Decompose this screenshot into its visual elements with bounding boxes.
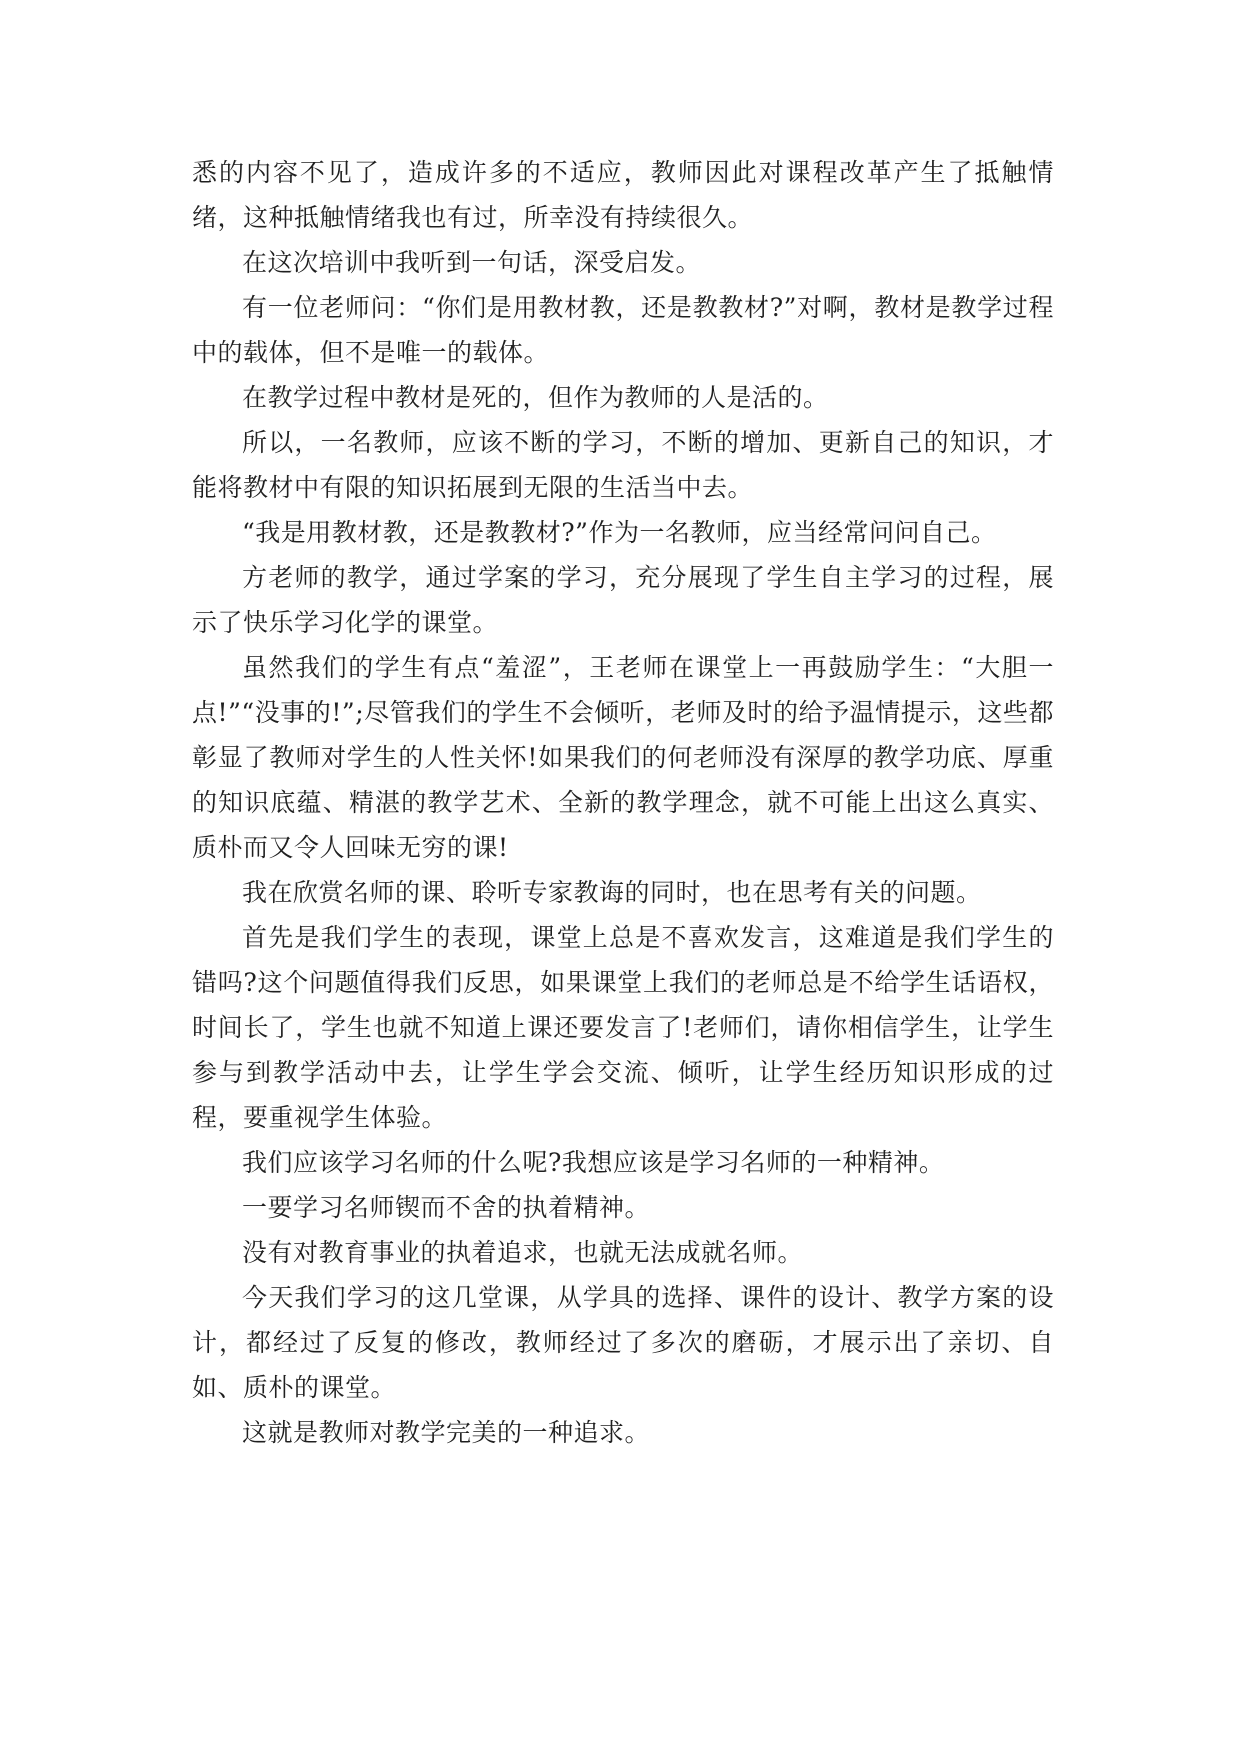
document-body [192, 150, 1054, 1455]
paragraph: 方老师的教学，通过学案的学习，充分展现了学生自主学习的过程，展示了快乐学习化学的课堂。 [192, 563, 1054, 637]
paragraph: 在这次培训中我听到一句话，深受启发。 [242, 248, 702, 277]
paragraph: 我在欣赏名师的课、聆听专家教诲的同时，也在思考有关的问题。 [242, 878, 982, 907]
paragraph: 这就是教师对教学完美的一种追求。 [242, 1418, 651, 1447]
paragraph: 所以，一名教师，应该不断的学习，不断的增加、更新自己的知识，才能将教材中有限的知识拓展到无限的生活当中去。 [192, 428, 1054, 502]
paragraph: 我们应该学习名师的什么呢?我想应该是学习名师的一种精神。 [242, 1148, 945, 1177]
paragraph: 一要学习名师锲而不舍的执着精神。 [242, 1193, 651, 1222]
paragraph: 虽然我们的学生有点“羞涩”，王老师在课堂上一再鼓励学生：“大胆一点!”“没事的!”;尽管我们的学生不会倾听，老师及时的给予温情提示，这些都彰显了教师对学生的人性关怀!如果我们的何老师没有深厚的教学功底、厚重的知识底蕴、精湛的教学艺术、全新的教学理念，就不可能上出这么真实、质朴而又令人回味无穷的课! [192, 653, 1054, 862]
paragraph: “我是用教材教，还是教教材?”作为一名教师，应当经常问问自己。 [242, 518, 997, 547]
paragraph: 在教学过程中教材是死的，但作为教师的人是活的。 [242, 383, 829, 412]
paragraph: 有一位老师问：“你们是用教材教，还是教教材?”对啊，教材是教学过程中的载体，但不是唯一的载体。 [192, 293, 1054, 367]
paragraph: 今天我们学习的这几堂课，从学具的选择、课件的设计、教学方案的设计，都经过了反复的修改，教师经过了多次的磨砺，才展示出了亲切、自如、质朴的课堂。 [192, 1283, 1054, 1402]
paragraph-continued: 悉的内容不见了，造成许多的不适应，教师因此对课程改革产生了抵触情绪，这种抵触情绪我也有过，所幸没有持续很久。 [192, 158, 1054, 232]
paragraph: 首先是我们学生的表现，课堂上总是不喜欢发言，这难道是我们学生的错吗?这个问题值得我们反思，如果课堂上我们的老师总是不给学生话语权，时间长了，学生也就不知道上课还要发言了!老师们，请你相信学生，让学生参与到教学活动中去，让学生学会交流、倾听，让学生经历知识形成的过程，要重视学生体验。 [192, 923, 1054, 1132]
paragraph: 没有对教育事业的执着追求，也就无法成就名师。 [242, 1238, 804, 1267]
